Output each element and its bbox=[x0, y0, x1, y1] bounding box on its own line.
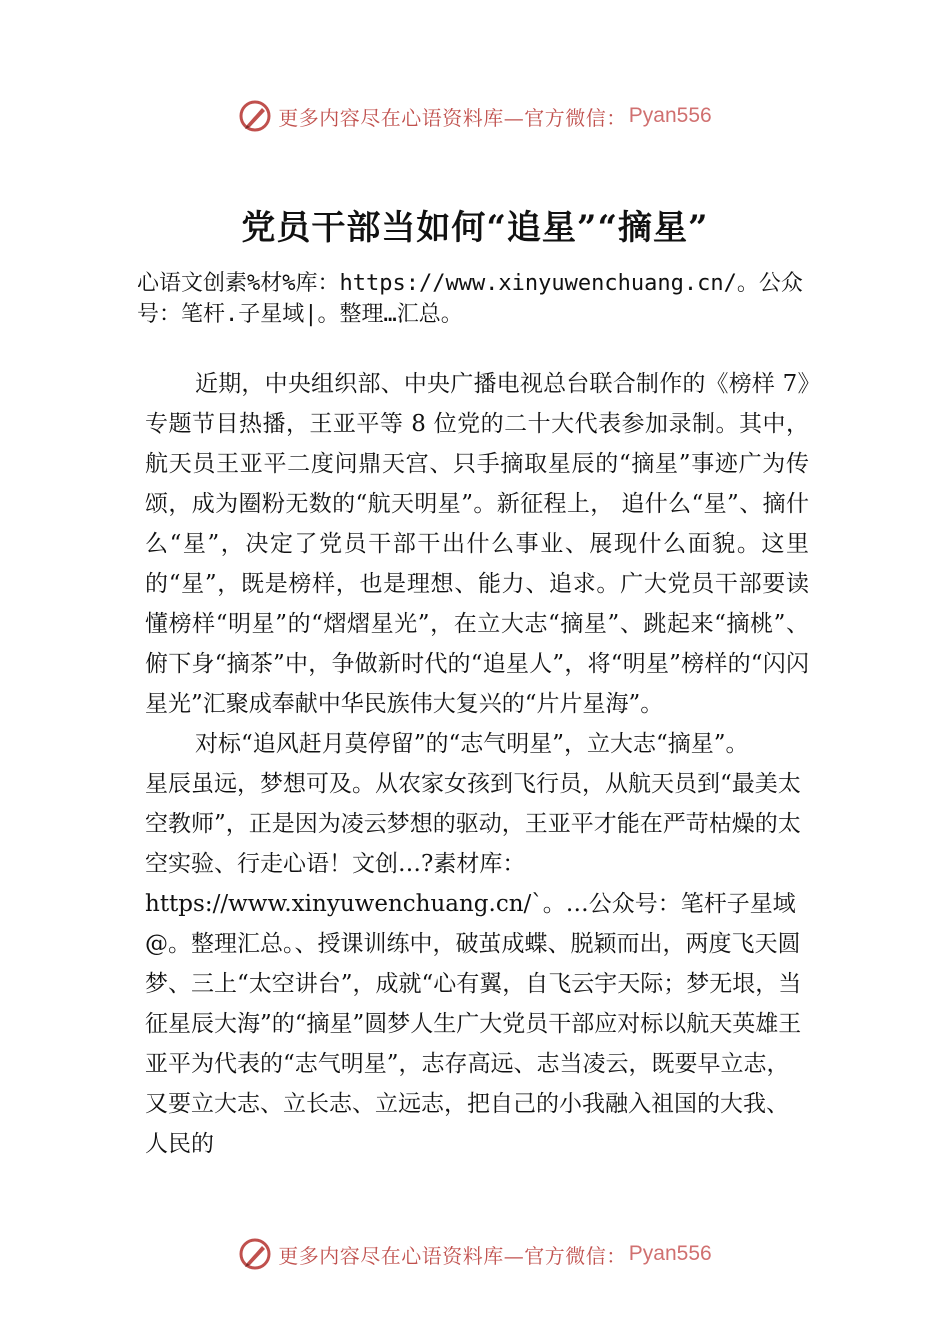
footer-banner bbox=[0, 1234, 950, 1274]
paragraph-main: 星辰虽远，梦想可及。从农家女孩到飞行员，从航天员到“最美太空教师”，正是因为凌云梦想的驱动，王亚平才能在严苛枯燥的太空实验、行走心语！文创…?素材库：https://www.xinyuwenchuang.cn/`。…公众号：笔杆子星域@。整理汇总。、授课训练中，破茧成蝶、脱颖而出，两度飞天圆梦、三上“太空讲台”，成就“心有翼，自飞云宇天际；梦无垠，当征星辰大海”的“摘星”圆梦人生广大党员干部应对标以航天英雄王亚平为代表的“志气明星”，志存高远、志当凌云，既要早立志，又要立大志、立长志、立远志，把自己的小我融入祖国的大我、人民的 bbox=[145, 771, 802, 1157]
source-meta bbox=[137, 268, 837, 330]
pen-logo-icon bbox=[238, 99, 272, 133]
meta-line-1: 心语文创素%材%库：https://www.xinyuwenchuang.cn/。公众 bbox=[137, 271, 803, 296]
page-title: 党员干部当如何“追星”“摘星” bbox=[241, 208, 709, 248]
banner-wechat-id: Pyan556 bbox=[628, 1242, 712, 1265]
meta-line-2: 号：笔杆.子星域|。整理…汇总。 bbox=[137, 302, 463, 327]
banner-text: 更多内容尽在心语资料库—官方微信： bbox=[278, 1243, 627, 1268]
article-body bbox=[145, 364, 809, 1164]
banner-wechat-id: Pyan556 bbox=[628, 104, 712, 127]
banner-text: 更多内容尽在心语资料库—官方微信： bbox=[278, 105, 627, 130]
header-banner bbox=[0, 96, 950, 136]
pen-logo-icon bbox=[238, 1237, 272, 1271]
paragraph-intro: 近期，中央组织部、中央广播电视总台联合制作的《榜样 7》专题节目热播，王亚平等 8 位党的二十大代表参加录制。其中，航天员王亚平二度问鼎天宫、只手摘取星辰的“摘星”事迹广为传颂，成为圈粉无数的“航天明星”。新征程上， 追什么“星”、摘什么“星”，决定了党员干部干出什么事业、展现什么面貌。这里的“星”，既是榜样，也是理想、能力、追求。广大党员干部要读懂榜样“明星”的“熠熠星光”，在立大志“摘星”、跳起来“摘桃”、俯下身“摘茶”中，争做新时代的“追星人”，将“明星”榜样的“闪闪星光”汇聚成奉献中华民族伟大复兴的“片片星海”。 bbox=[145, 371, 809, 717]
paragraph-subheading: 对标“追风赶月莫停留”的“志气明星”，立大志“摘星”。 bbox=[195, 731, 749, 757]
